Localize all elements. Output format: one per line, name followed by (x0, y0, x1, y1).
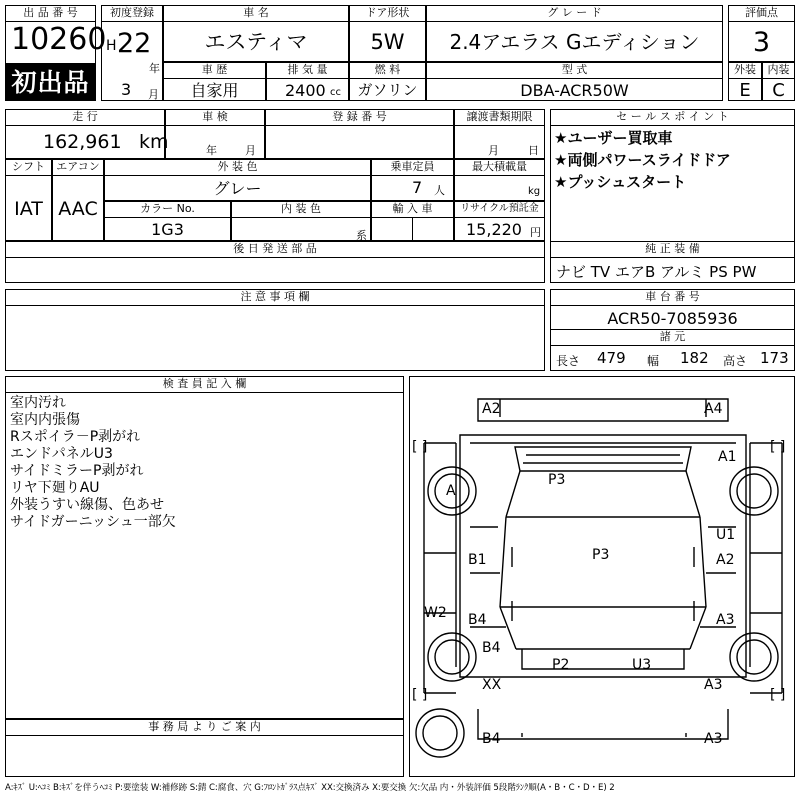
lot-no-label: 出 品 番 号 (5, 5, 96, 22)
later-parts-box (5, 257, 545, 283)
notice-label: 注 意 事 項 欄 (5, 289, 545, 306)
import-label: 輸 入 車 (371, 201, 454, 218)
office-box (5, 735, 404, 777)
sales-points-label: セ ー ル ス ポ イ ン ト (550, 109, 795, 126)
damage-mark: XX (482, 677, 502, 693)
import-box-left (371, 217, 413, 241)
damage-mark: A3 (704, 731, 723, 747)
inspector-note: Rスポイラ－P剥がれ (10, 429, 141, 445)
diagram-bracket: [ ] (770, 439, 786, 455)
damage-mark: A (446, 483, 456, 499)
displacement-label: 排 気 量 (266, 62, 349, 79)
damage-mark: W2 (424, 605, 447, 621)
score-label: 評価点 (728, 5, 795, 22)
damage-mark: P3 (548, 472, 566, 488)
dims-box (550, 345, 795, 371)
recycle-unit: 円 (530, 226, 541, 239)
exterior-color: グレー (104, 175, 371, 201)
damage-mark: U1 (716, 527, 736, 543)
car-name-label: 車 名 (163, 5, 349, 22)
exterior-grade-label: 外装 (728, 62, 762, 79)
first-reg-label: 初度登録 (101, 5, 163, 22)
damage-mark: A2 (482, 401, 501, 417)
reg-no-box (265, 125, 454, 159)
transfer-month-unit: 月 (488, 144, 499, 157)
transfer-day-unit: 日 (528, 144, 539, 157)
interior-color-unit: 系 (356, 229, 367, 242)
first-reg-month: 3 (121, 80, 132, 99)
exterior-grade: E (728, 78, 762, 101)
chassis-label: 車 台 番 号 (550, 289, 795, 306)
displacement-unit: cc (330, 87, 341, 98)
damage-mark: B4 (482, 731, 501, 747)
sales-point-item: ★プッシュスタート (554, 173, 687, 191)
import-box-right (412, 217, 454, 241)
transfer-deadline-label: 譲渡書類期限 (454, 109, 545, 126)
inspector-note: 外装うすい線傷、色あせ (10, 497, 164, 513)
legend: A:ｷｽﾞ U:ﾍｺﾐ B:ｷｽﾞを伴うﾍｺﾐ P:要塗装 W:補修跡 S:錆 C:腐食、穴 G:ﾌﾛﾝﾄｶﾞﾗｽ点ｷｽﾞ XX:交換済み X:要交換 欠:欠品 内・外装評価 5段階ﾗﾝｸ順(A・B・C・D・E) 2 (5, 783, 615, 793)
mileage-unit: km (139, 131, 169, 153)
door-label: ドア形状 (349, 5, 426, 22)
interior-grade: C (762, 78, 795, 101)
damage-mark: B4 (468, 612, 487, 628)
inspector-note: サイドミラーP剥がれ (10, 463, 144, 479)
inspection-month-unit: 月 (245, 144, 256, 157)
length: 479 (597, 349, 626, 367)
equipment-label: 純 正 装 備 (550, 241, 795, 258)
capacity-label: 乗車定員 (371, 159, 454, 176)
sales-point-item: ★ユーザー買取車 (554, 129, 673, 147)
reg-no-label: 登 録 番 号 (265, 109, 454, 126)
diagram-bracket: [ ] (770, 687, 786, 703)
inspector-note: 室内汚れ (10, 395, 66, 411)
score: 3 (728, 21, 795, 62)
inspector-notes (10, 395, 176, 531)
color-label: 外 装 色 (104, 159, 371, 176)
width: 182 (680, 349, 709, 367)
model-code: DBA-ACR50W (426, 78, 723, 101)
diagram-bracket: [ ] (412, 439, 428, 455)
inspector-note: サイドガーニッシュ一部欠 (10, 514, 176, 530)
inspection-label: 車 検 (165, 109, 265, 126)
damage-mark: A3 (704, 677, 723, 693)
color-no: 1G3 (104, 217, 231, 241)
inspector-note: エンドパネルU3 (10, 446, 113, 462)
recycle-label: リサイクル預託金 (454, 201, 545, 218)
ac: AAC (52, 175, 104, 241)
inspector-note: 室内内張傷 (10, 412, 80, 428)
damage-mark: A3 (716, 612, 735, 628)
max-load-label: 最大積載量 (454, 159, 545, 176)
notice-box (5, 305, 545, 371)
lot-no: 10260 (11, 22, 107, 57)
month-unit: 月 (148, 88, 159, 101)
sales-point-item: ★両側パワースライドドア (554, 151, 731, 169)
interior-color-label: 内 装 色 (231, 201, 371, 218)
damage-mark: P3 (592, 547, 610, 563)
shift-label: シフト (5, 159, 52, 176)
inspection-year-unit: 年 (206, 144, 217, 157)
height-label: 高さ (723, 354, 748, 368)
max-load-unit: kg (528, 186, 541, 197)
displacement: 2400 (285, 81, 326, 100)
year-unit: 年 (149, 62, 160, 75)
damage-mark: A2 (716, 552, 735, 568)
model-label: 型 式 (426, 62, 723, 79)
interior-grade-label: 内装 (762, 62, 795, 79)
damage-mark: U3 (632, 657, 652, 673)
height: 173 (760, 349, 789, 367)
damage-mark: P2 (552, 657, 570, 673)
car-outline (410, 377, 794, 776)
mileage-label: 走 行 (5, 109, 165, 126)
recycle-fee: 15,220 (466, 220, 522, 239)
door-type: 5W (349, 21, 426, 62)
grade-label: グ レ ー ド (426, 5, 723, 22)
damage-mark: B4 (482, 640, 501, 656)
length-label: 長さ (556, 354, 581, 368)
damage-diagram (409, 376, 795, 777)
equipment: ナビ TV エアB アルミ PS PW (556, 263, 757, 281)
ac-label: エアコン (52, 159, 104, 176)
width-label: 幅 (647, 354, 660, 368)
grade: 2.4アエラス Gエディション (426, 21, 723, 62)
damage-mark: B1 (468, 552, 487, 568)
fuel-label: 燃 料 (349, 62, 426, 79)
dims-label: 諸 元 (550, 329, 795, 346)
fuel: ガソリン (349, 78, 426, 101)
chassis-no: ACR50-7085936 (550, 305, 795, 330)
damage-mark: A4 (704, 401, 723, 417)
capacity-unit: 人 (434, 184, 445, 197)
capacity: 7 (412, 178, 423, 197)
car-name: エスティマ (163, 21, 349, 62)
shift: IAT (5, 175, 52, 241)
first-reg-year: 22 (117, 28, 152, 59)
first-listing-badge: 初出品 (5, 64, 96, 101)
interior-color-box (231, 217, 371, 241)
later-parts-label: 後 日 発 送 部 品 (5, 241, 545, 258)
inspector-note: リヤ下廻りAU (10, 480, 100, 496)
history-label: 車 歴 (163, 62, 266, 79)
history: 自家用 (163, 78, 266, 101)
damage-mark: A1 (718, 449, 737, 465)
diagram-bracket: [ ] (412, 687, 428, 703)
office-label: 事 務 局 よ り ご 案 内 (5, 719, 404, 736)
mileage: 162,961 (43, 131, 122, 153)
inspector-label: 検 査 員 記 入 欄 (5, 376, 404, 393)
color-no-label: カラー No. (104, 201, 231, 218)
era: H (106, 38, 117, 54)
sales-points-list (554, 127, 731, 193)
